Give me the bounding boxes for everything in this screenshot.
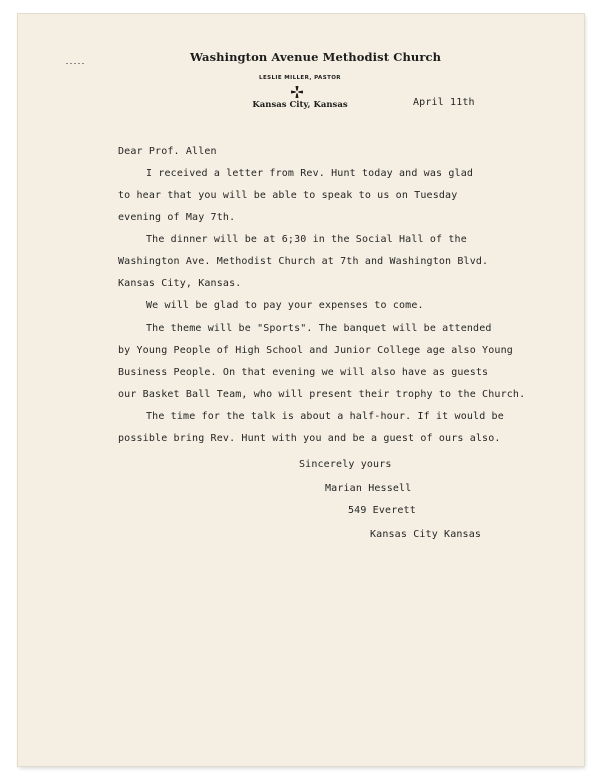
closing: Sincerely yours (299, 459, 392, 470)
body-line: to hear that you will be able to speak to us on Tuesday (118, 190, 458, 201)
body-line: by Young People of High School and Junior College age also Young (118, 345, 513, 356)
salutation: Dear Prof. Allen (118, 146, 217, 157)
body-line: The theme will be "Sports". The banquet will be attended (146, 323, 492, 334)
cross-pattee-icon (290, 85, 304, 99)
address-city: Kansas City Kansas (370, 529, 482, 540)
signature-name: Marian Hessell (325, 483, 412, 494)
body-line: We will be glad to pay your expenses to come. (146, 300, 424, 311)
address-street: 549 Everett (348, 505, 416, 516)
body-line: The dinner will be at 6;30 in the Social Hall of the (146, 234, 467, 245)
body-line: Washington Ave. Methodist Church at 7th and Washington Blvd. (118, 256, 489, 267)
church-city: Kansas City, Kansas (252, 100, 348, 110)
body-line: possible bring Rev. Hunt with you and be a guest of ours also. (118, 433, 501, 444)
paper-mark (66, 63, 84, 64)
pastor-name: LESLIE MILLER, PASTOR (259, 75, 341, 81)
letter-date: April 11th (413, 97, 475, 108)
body-line: our Basket Ball Team, who will present their trophy to the Church. (118, 389, 526, 400)
body-line: Business People. On that evening we will also have as guests (118, 367, 489, 378)
church-name: Washington Avenue Methodist Church (190, 50, 442, 64)
body-line: I received a letter from Rev. Hunt today and was glad (146, 168, 474, 179)
body-line: evening of May 7th. (118, 212, 236, 223)
body-line: The time for the talk is about a half-hour. If it would be (146, 411, 504, 422)
body-line: Kansas City, Kansas. (118, 278, 242, 289)
